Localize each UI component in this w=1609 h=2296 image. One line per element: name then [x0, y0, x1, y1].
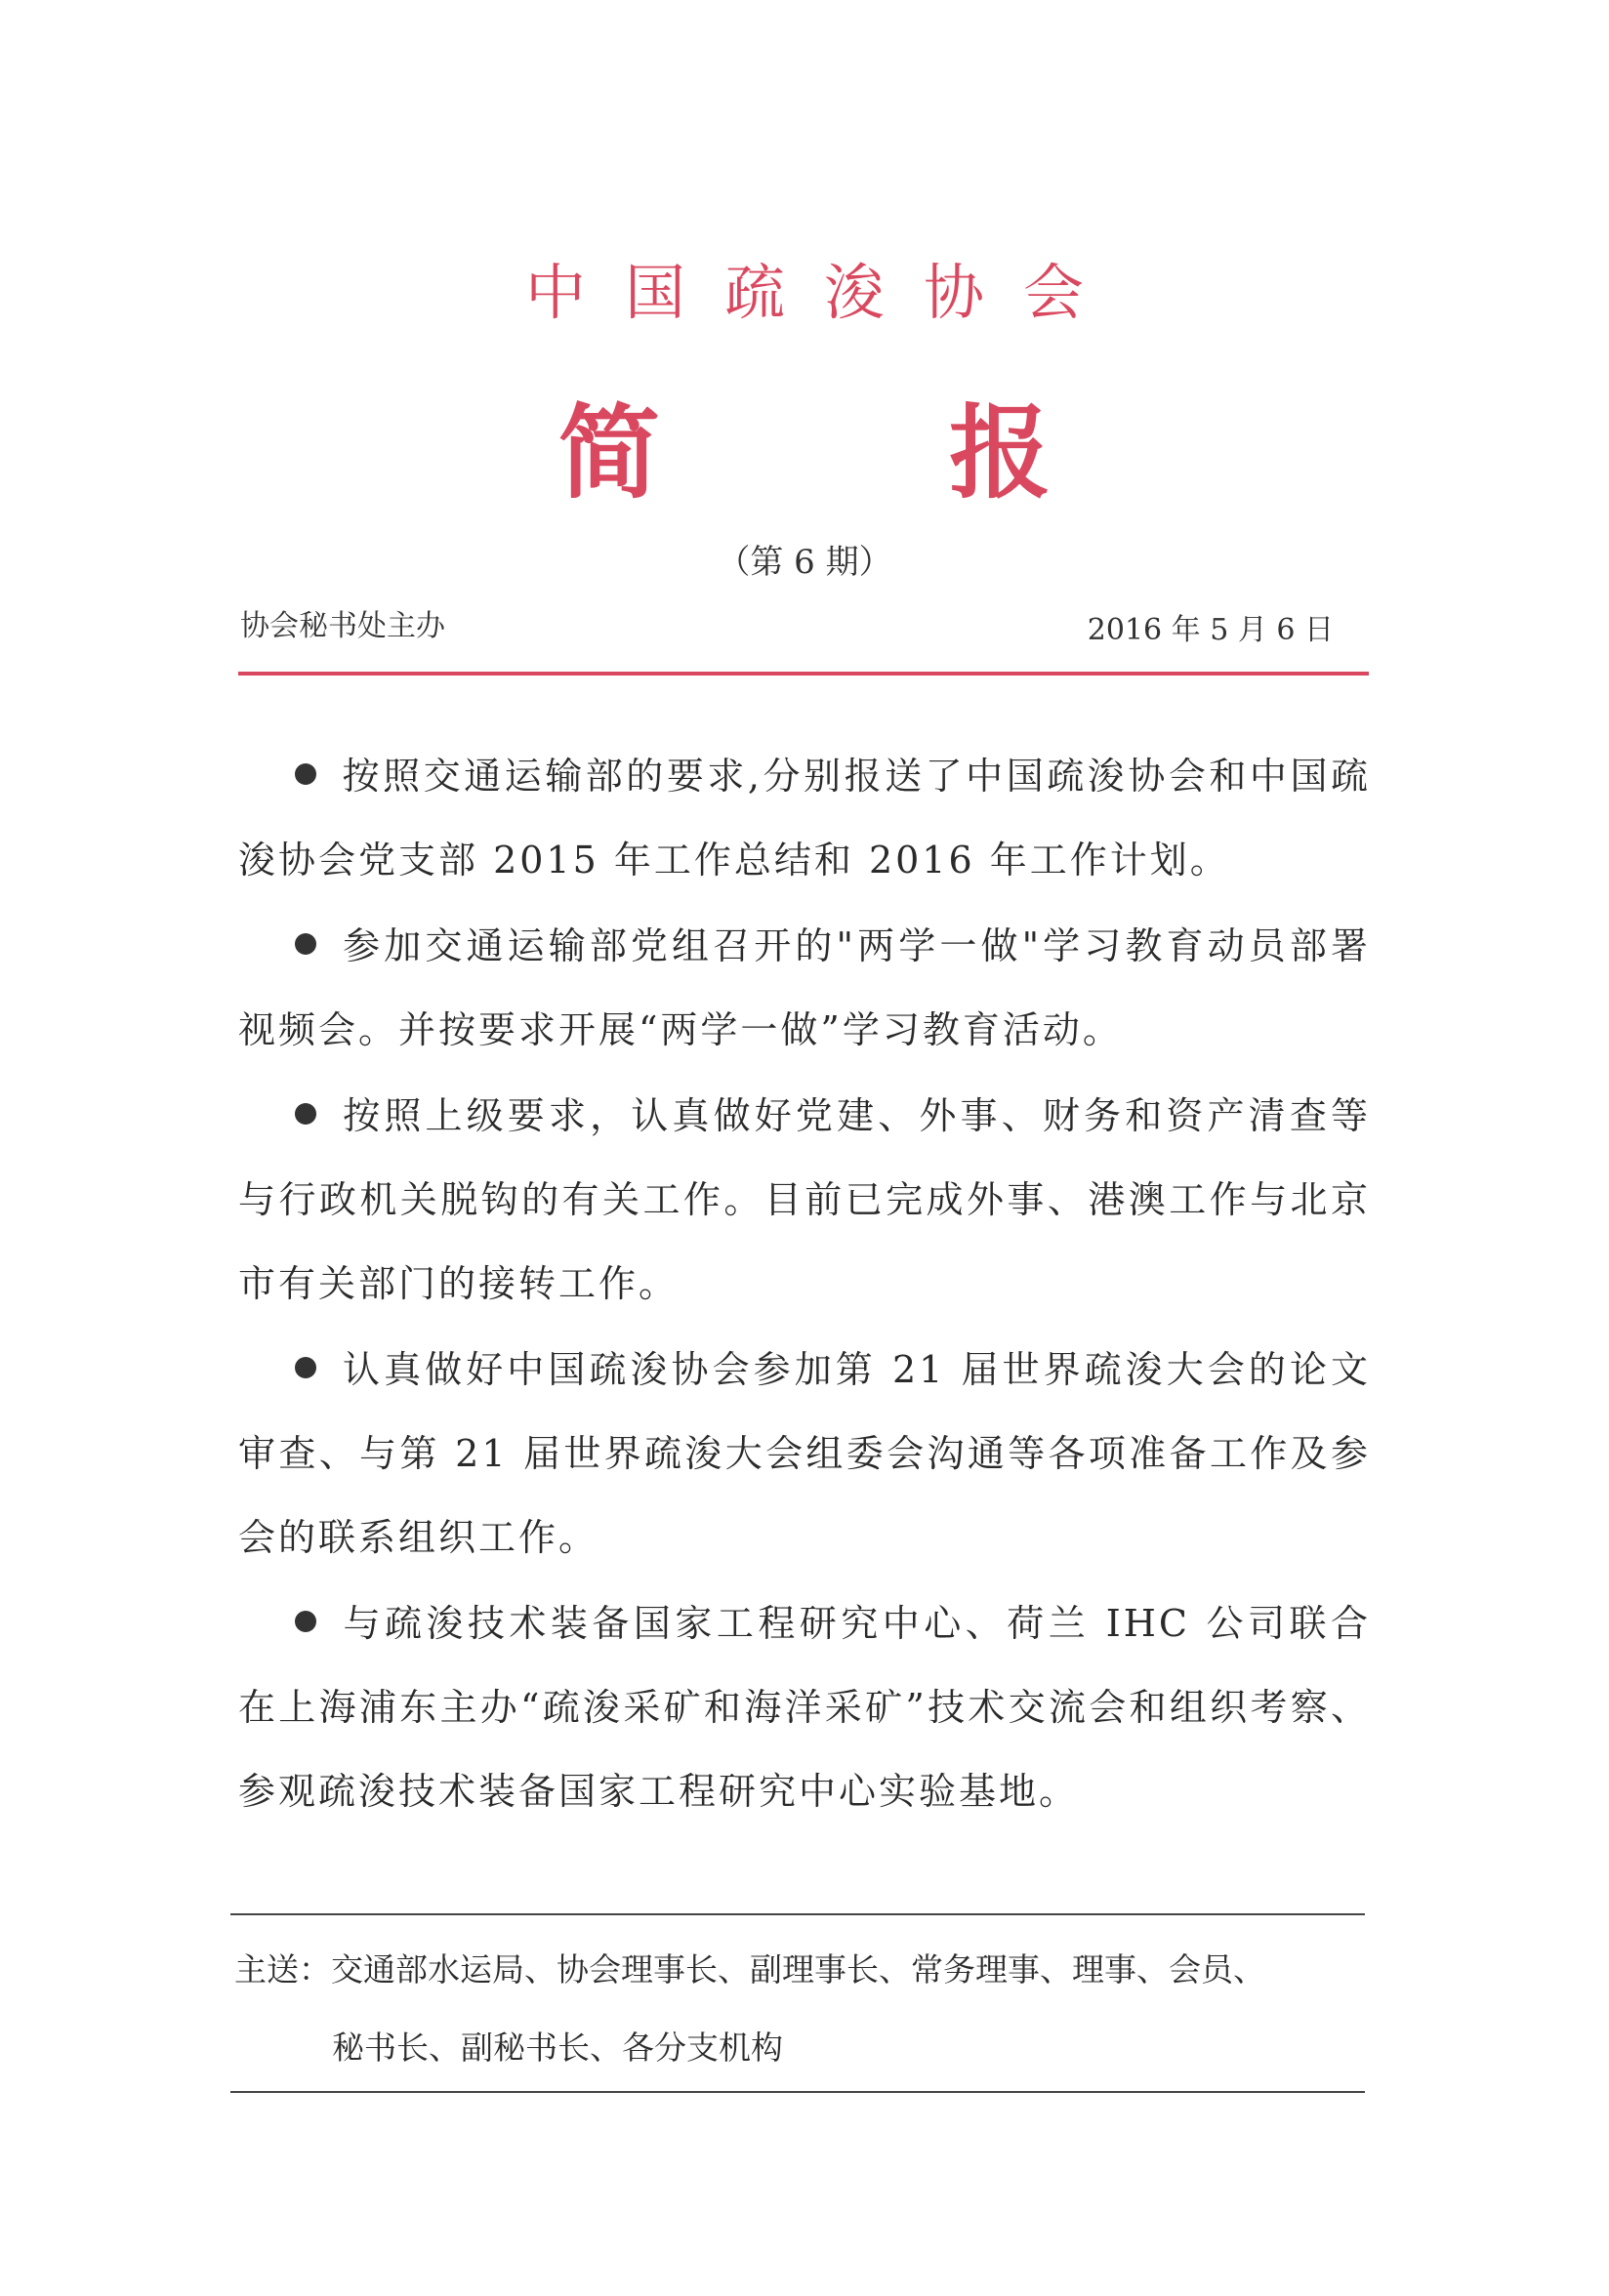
distribution-line-1: 主送：交通部水运局、协会理事长、副理事长、常务理事、理事、会员、	[234, 1950, 1265, 1988]
distribution-line-2: 秘书长、副秘书长、各分支机构	[332, 2029, 783, 2067]
bulletin-title: 简 报	[557, 393, 1178, 512]
bullet-icon	[295, 763, 316, 785]
issue-date: 2016 年 5 月 6 日	[1087, 613, 1334, 647]
bulletin-body	[238, 734, 1371, 1833]
bulletin-item	[238, 1581, 1371, 1833]
bulletin-item-text: 认真做好中国疏浚协会参加第 21 届世界疏浚大会的论文审查、与第 21 届世界疏浚大会组委会沟通等各项准备工作及参会的联系组织工作。	[238, 1348, 1371, 1559]
issuer: 协会秘书处主办	[240, 609, 445, 643]
distribution-bottom-rule	[230, 2091, 1365, 2093]
distribution-list	[234, 1931, 1367, 2087]
distribution-top-rule	[230, 1913, 1365, 1915]
issue-number: （第 6 期）	[717, 543, 892, 582]
bulletin-item-text: 与疏浚技术装备国家工程研究中心、荷兰 IHC 公司联合在上海浦东主办“疏浚采矿和海洋采矿”技术交流会和组织考察、参观疏浚技术装备国家工程研究中心实验基地。	[238, 1602, 1371, 1813]
bulletin-item-text: 按照上级要求，认真做好党建、外事、财务和资产清查等与行政机关脱钩的有关工作。目前已完成外事、港澳工作与北京市有关部门的接转工作。	[238, 1094, 1371, 1305]
bulletin-item-text: 按照交通运输部的要求,分别报送了中国疏浚协会和中国疏浚协会党支部 2015 年工作总结和 2016 年工作计划。	[238, 755, 1371, 882]
bullet-icon	[295, 1611, 316, 1632]
bulletin-item	[238, 904, 1371, 1072]
bulletin-item	[238, 1074, 1371, 1326]
header-divider	[238, 672, 1369, 676]
bullet-icon	[295, 933, 316, 955]
organization-name: 中国疏浚协会	[524, 257, 1123, 328]
bulletin-item-text: 参加交通运输部党组召开的"两学一做"学习教育动员部署视频会。并按要求开展“两学一做”学习教育活动。	[238, 924, 1371, 1051]
bullet-icon	[295, 1357, 316, 1378]
bulletin-item	[238, 1328, 1371, 1579]
bullet-icon	[295, 1103, 316, 1125]
bulletin-item	[238, 734, 1371, 902]
